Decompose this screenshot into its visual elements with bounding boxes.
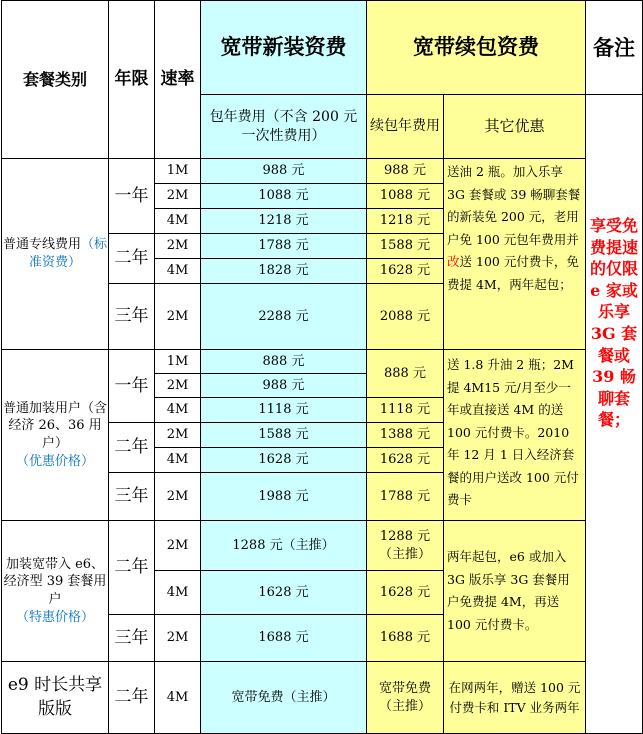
renew-fee-cell: 1628 元 [367,571,444,615]
new-fee-cell: 1788 元 [201,234,367,259]
group-special-price-type: （特惠价格） [15,609,94,625]
speed-cell: 4M [155,398,201,423]
renew-fee-cell: 1288 元（主推） [367,521,444,571]
new-fee-cell: 1218 元 [201,209,367,234]
renew-fee-cell: 1118 元 [367,398,444,423]
header-term: 年限 [109,1,155,159]
renew-fee-cell: 1388 元 [367,423,444,448]
speed-cell: 2M [155,374,201,398]
new-fee-cell: 1688 元 [201,615,367,662]
speed-cell: 2M [155,473,201,521]
new-fee-cell: 1988 元 [201,473,367,521]
speed-cell: 4M [155,662,201,734]
speed-cell: 2M [155,234,201,259]
speed-cell: 2M [155,423,201,448]
new-fee-cell: 1588 元 [201,423,367,448]
term-three-year: 三年 [109,615,155,662]
new-fee-cell: 1118 元 [201,398,367,423]
term-three-year: 三年 [109,473,155,521]
speed-cell: 1M [155,159,201,184]
header-renewal: 宽带续包资费 [367,1,586,95]
group-standard [2,159,109,350]
renew-fee-cell: 1088 元 [367,184,444,209]
other-offer-4: 在网两年，赠送 100 元付费卡和 ITV 业务两年 [444,662,586,734]
renew-fee-cell: 1628 元 [367,259,444,284]
other-offer-1-red: 改 [447,254,460,269]
speed-cell: 2M [155,284,201,350]
renew-fee-cell: 1788 元 [367,473,444,521]
renew-fee-cell: 宽带免费（主推） [367,662,444,734]
renew-fee-cell: 888 元 [367,350,444,398]
speed-cell: 4M [155,571,201,615]
group-discount-price-type: （优惠价格） [15,453,94,469]
header-remark: 备注 [586,1,643,95]
tariff-table [1,0,643,734]
new-fee-cell: 2288 元 [201,284,367,350]
header-new-install: 宽带新装资费 [201,1,367,95]
group-discount [2,350,109,521]
other-offer-1 [444,159,586,350]
speed-cell: 2M [155,521,201,571]
header-speed: 速率 [155,1,201,159]
header-other: 其它优惠 [444,95,586,159]
new-fee-cell: 1628 元 [201,571,367,615]
speed-cell: 4M [155,209,201,234]
new-fee-cell: 1288 元（主推） [201,521,367,571]
new-fee-cell: 1828 元 [201,259,367,284]
speed-cell: 1M [155,350,201,374]
speed-cell: 4M [155,448,201,473]
other-offer-2: 送 1.8 升油 2 瓶；2M 提 4M15 元/月至少一年或直接送 4M 的送 100 元付费卡。2010 年 12 月 1 日入经济套餐的用户送改 100 元付费卡 [444,350,586,521]
group-special-name: 加装宽带入 e6、经济型 39 套餐用户 [3,556,107,607]
header-renew-fee: 续包年费用 [367,95,444,159]
new-fee-cell: 宽带免费（主推） [201,662,367,734]
renew-fee-cell: 2088 元 [367,284,444,350]
renew-fee-cell: 988 元 [367,159,444,184]
group-standard-price-type: （标准资费） [28,237,108,270]
header-annual-fee: 包年费用（不含 200 元一次性费用） [201,95,367,159]
term-two-year: 二年 [109,423,155,473]
speed-cell: 2M [155,184,201,209]
renew-fee-cell: 1218 元 [367,209,444,234]
group-e9-name: e9 时长共享版版 [2,662,109,734]
new-fee-cell: 988 元 [201,159,367,184]
term-two-year: 二年 [109,521,155,615]
renew-fee-cell: 1588 元 [367,234,444,259]
renew-fee-cell: 1688 元 [367,615,444,662]
term-two-year: 二年 [109,234,155,284]
new-fee-cell: 988 元 [201,374,367,398]
term-one-year: 一年 [109,350,155,423]
group-discount-name: 普通加装用户（含经济 26、36 用户） [2,400,107,451]
other-offer-1-text: 送油 2 瓶。加入乐享 3G 套餐或 39 畅聊套餐的新装免 200 元，老用户免 100 元包年费用并 [447,164,581,247]
speed-cell: 4M [155,259,201,284]
speed-cell: 2M [155,615,201,662]
new-fee-cell: 888 元 [201,350,367,374]
other-offer-3: 两年起包，e6 或加入 3G 版乐享 3G 套餐用户免费提 4M，再送 100 元付费卡。 [444,521,586,662]
other-offer-1-text-b: 送 100 元付费卡，免费提 4M，两年起包； [447,254,579,292]
group-standard-name: 普通专线费用 [2,237,81,253]
term-two-year: 二年 [109,662,155,734]
new-fee-cell: 1628 元 [201,448,367,473]
renew-fee-cell: 1628 元 [367,448,444,473]
group-special [2,521,109,662]
term-one-year: 一年 [109,159,155,234]
header-category: 套餐类别 [2,1,109,159]
remark-text: 享受免费提速的仅限 e 家或乐享 3G 套餐或 39 畅聊套餐； [586,95,643,734]
new-fee-cell: 1088 元 [201,184,367,209]
term-three-year: 三年 [109,284,155,350]
